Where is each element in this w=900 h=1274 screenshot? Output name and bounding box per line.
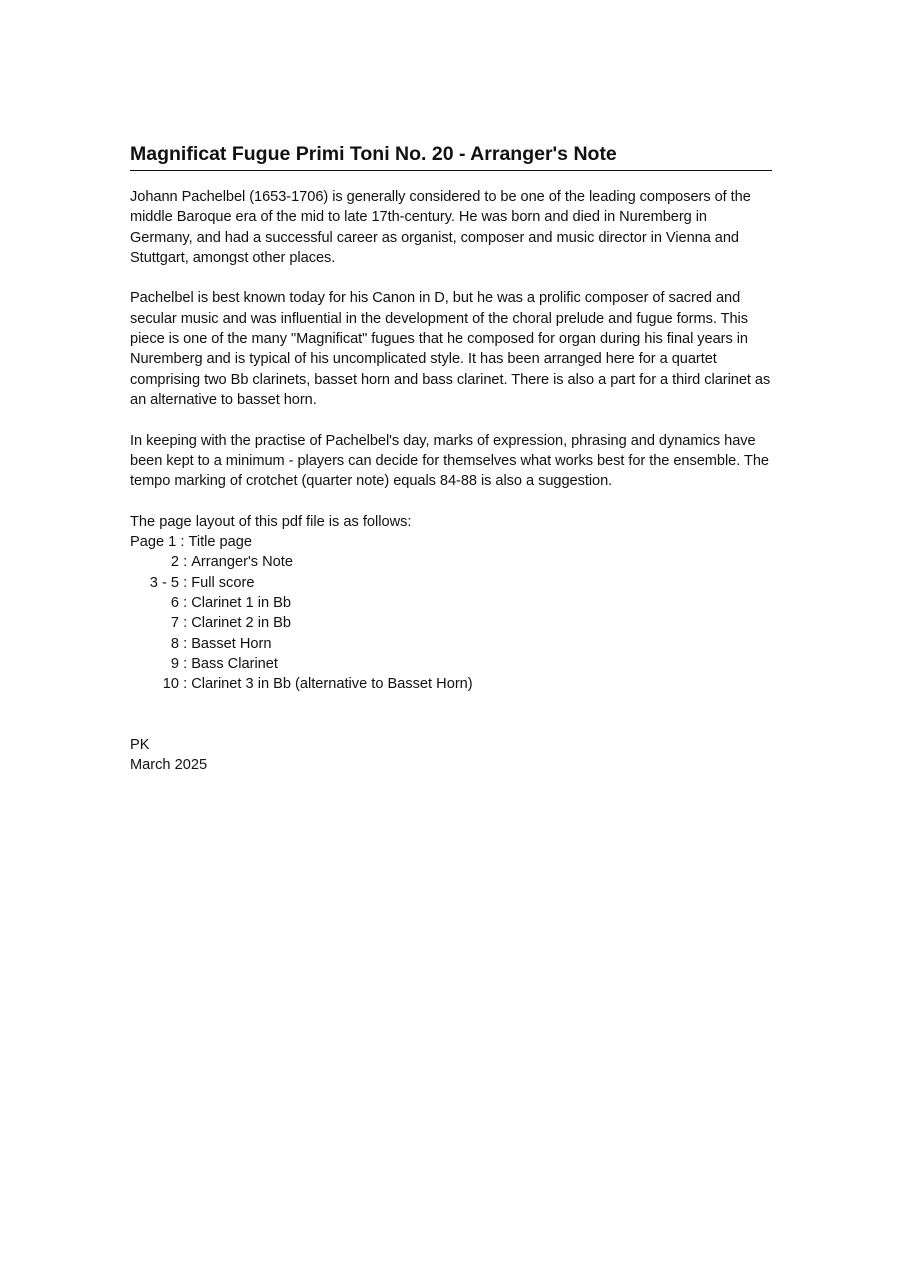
- document-content: [130, 141, 772, 776]
- layout-item-title-page: [130, 532, 772, 552]
- paragraph-biography: Johann Pachelbel (1653-1706) is generally considered to be one of the leading composers of the middle Baroque era of the mid to late 17th-century. He was born and died in Nuremberg in Germany, and had a successful career as organist, composer and music director in Vienna and Stuttgart, amongst other places.: [130, 189, 751, 266]
- layout-pages: 2: [170, 554, 179, 571]
- signoff-date: March 2025: [130, 757, 208, 774]
- page-layout-intro: The page layout of this pdf file is as follows:: [130, 513, 412, 530]
- layout-pages: 9: [170, 655, 179, 672]
- page-layout-list: [130, 532, 772, 694]
- document-title: Magnificat Fugue Primi Toni No. 20 - Arranger's Note: [130, 141, 772, 171]
- layout-separator: :: [183, 615, 188, 632]
- layout-label: Clarinet 3 in Bb (alternative to Basset Horn): [191, 676, 473, 693]
- layout-item-full-score: [130, 573, 772, 593]
- layout-pages: 1: [168, 534, 177, 551]
- layout-label: Title page: [188, 534, 253, 551]
- signoff: [130, 735, 772, 776]
- layout-pages: 7: [170, 615, 179, 632]
- layout-item-clarinet-2: [130, 613, 772, 633]
- layout-label: Clarinet 1 in Bb: [191, 594, 291, 611]
- layout-label: Basset Horn: [191, 635, 272, 652]
- layout-separator: :: [183, 676, 188, 693]
- layout-item-arrangers-note: [130, 552, 772, 572]
- layout-pages: 10: [162, 676, 179, 693]
- layout-separator: :: [183, 594, 188, 611]
- layout-label: Clarinet 2 in Bb: [191, 615, 291, 632]
- layout-separator: :: [180, 534, 185, 551]
- layout-pages: 6: [170, 594, 179, 611]
- layout-item-clarinet-1: [130, 593, 772, 613]
- layout-item-clarinet-3: [130, 674, 772, 694]
- layout-label: Full score: [191, 574, 255, 591]
- layout-label: Arranger's Note: [191, 554, 293, 571]
- paragraph-performance-notes: In keeping with the practise of Pachelbel's day, marks of expression, phrasing and dynamics have been kept to a minimum - players can decide for themselves what works best for the ensemble. The tempo marking of crotchet (quarter note) equals 84-88 is also a suggestion.: [130, 432, 769, 490]
- layout-pages: 3 - 5: [149, 574, 179, 591]
- paragraph-piece-description: Pachelbel is best known today for his Canon in D, but he was a prolific composer of sacred and secular music and was influential in the development of the choral prelude and fugue forms. This piece is one of the many "Magnificat" fugues that he composed for organ during his final years in Nuremberg and is typical of his uncomplicated style. It has been arranged here for a quartet comprising two Bb clarinets, basset horn and bass clarinet. There is also a part for a third clarinet as an alternative to basset horn.: [130, 290, 771, 408]
- layout-separator: :: [183, 655, 188, 672]
- layout-item-basset-horn: [130, 634, 772, 654]
- layout-prefix: Page: [130, 534, 165, 551]
- layout-pages: 8: [170, 635, 179, 652]
- layout-item-bass-clarinet: [130, 654, 772, 674]
- layout-separator: :: [183, 554, 188, 571]
- layout-separator: :: [183, 574, 188, 591]
- signoff-initials: PK: [130, 737, 150, 754]
- layout-label: Bass Clarinet: [191, 655, 278, 672]
- layout-separator: :: [183, 635, 188, 652]
